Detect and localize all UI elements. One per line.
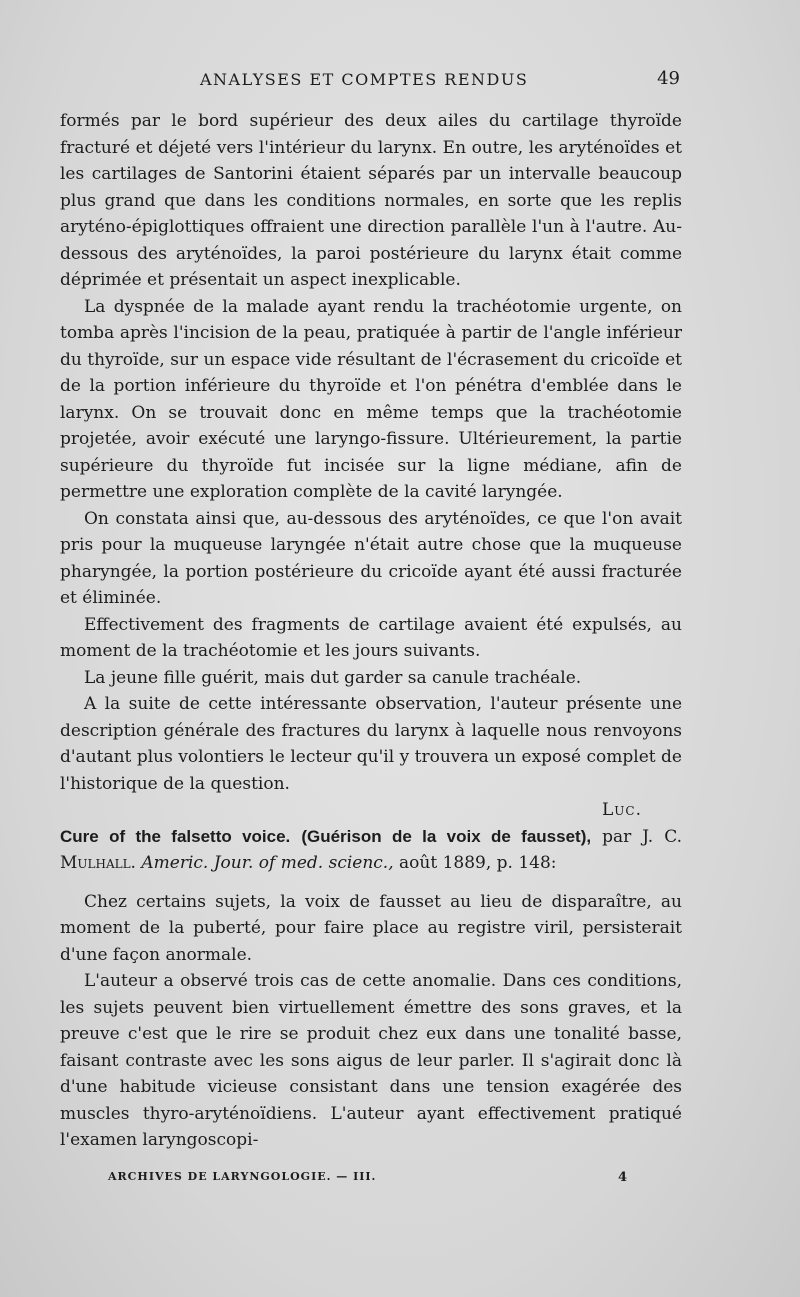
paragraph: L'auteur a observé trois cas de cette anomalie. Dans ces conditions, les sujets peuvent bien virtuellement émettre des sons graves, et la preuve c'est que le rire se produit chez eux dans une tonalité basse, faisant contraste avec les sons aigus de leur parler. Il s'agirait donc là d'une habitude vicieuse consistant dans une tension exagérée des muscles thyro-aryténoïdiens. L'auteur ayant effectivement pratiqué l'examen laryngoscopi-: [60, 971, 682, 1150]
reference-journal: Americ. Jour. of med. scienc.,: [141, 853, 394, 873]
footer-journal: ARCHIVES DE LARYNGOLOGIE. — III.: [108, 1170, 377, 1183]
reference-title-en: Cure of the falsetto voice.: [60, 826, 291, 846]
paragraph: A la suite de cette intéressante observation, l'auteur présente une description générale des fractures du larynx à laquelle nous renvoyons d'autant plus volontiers le lecteur qu'il y trouvera un exposé complet de l'historique de la question.: [60, 694, 682, 794]
reference-title-fr: (Guérison de la voix de fausset),: [301, 826, 592, 846]
paragraph: formés par le bord supérieur des deux ailes du cartilage thyroïde fracturé et déjeté vers l'intérieur du larynx. En outre, les aryténoïdes et les cartilages de Santorini étaient séparés par un intervalle beaucoup plus grand que dans les conditions normales, en sorte que les replis aryténo-épiglottiques offraient une direction parallèle l'un à l'autre. Au-dessous des aryténoïdes, la paroi postérieure du larynx était comme déprimée et présentait un aspect inexplicable.: [60, 111, 682, 290]
reference-heading: [60, 824, 682, 877]
reference-by: par J. C.: [602, 826, 683, 847]
text-body: [60, 108, 682, 1154]
running-header: [60, 66, 680, 96]
running-title: ANALYSES ET COMPTES RENDUS: [200, 70, 529, 89]
review-signature: Luc.: [602, 800, 642, 820]
reference-date-page: août 1889, p. 148:: [399, 853, 557, 873]
reference-author: Mulhall.: [60, 853, 136, 873]
paragraph: La jeune fille guérit, mais dut garder sa canule trachéale.: [84, 667, 582, 688]
paragraph: On constata ainsi que, au-dessous des aryténoïdes, ce que l'on avait pris pour la muqueuse laryngée n'était autre chose que la muqueuse pharyngée, la portion postérieure du cricoïde ayant été aussi fracturée et éliminée.: [60, 508, 682, 608]
paragraph: Chez certains sujets, la voix de fausset au lieu de disparaître, au moment de la puberté, pour faire place au registre viril, persisterait d'une façon anormale.: [60, 891, 682, 965]
signature-mark: 4: [617, 1170, 628, 1185]
paragraph: Effectivement des fragments de cartilage avaient été expulsés, au moment de la trachéotomie et les jours suivants.: [60, 614, 682, 661]
paragraph: La dyspnée de la malade ayant rendu la trachéotomie urgente, on tomba après l'incision de la peau, pratiquée à partir de l'angle inférieur du thyroïde, sur un espace vide résultant de l'écrasement du cricoïde et de la portion inférieure du thyroïde et l'on pénétra d'emblée dans le larynx. On se trouvait donc en même temps que la trachéotomie projetée, avoir exécuté une laryngo-fissure. Ultérieurement, la partie supérieure du thyroïde fut incisée sur la ligne médiane, afin de permettre une exploration complète de la cavité laryngée.: [60, 296, 682, 502]
page-number: 49: [657, 68, 680, 89]
